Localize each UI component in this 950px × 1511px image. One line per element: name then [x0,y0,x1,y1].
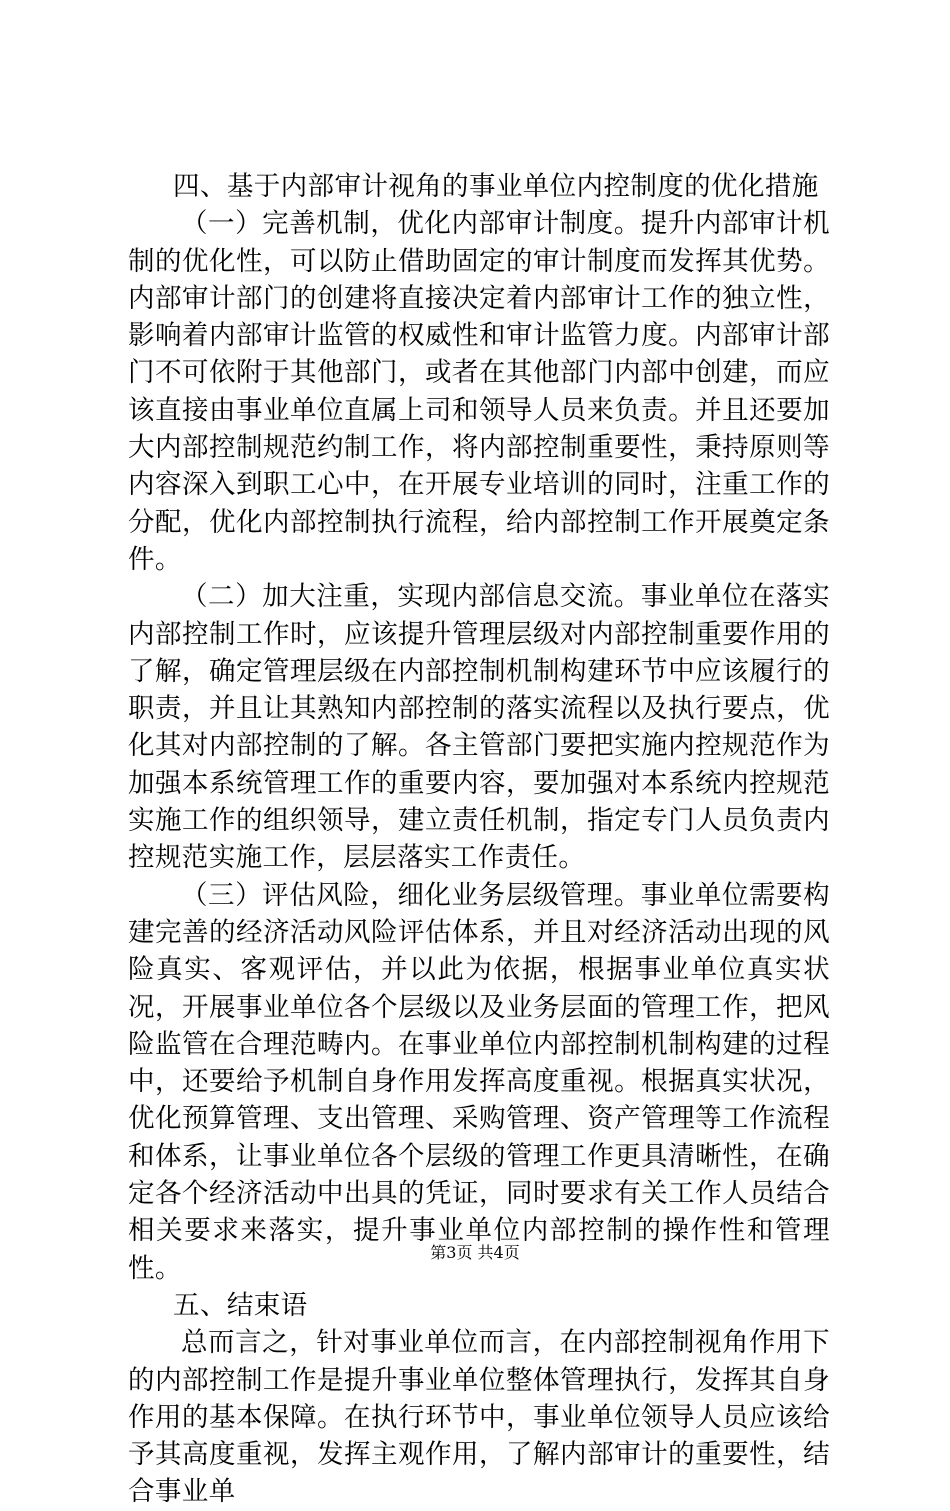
page-number: 第3页 共4页 [430,1243,520,1262]
section-heading-4: 四、基于内部审计视角的事业单位内控制度的优化措施 [173,171,819,202]
paragraph-3: （三）评估风险，细化业务层级管理。事业单位需要构建完善的经济活动风险评估体系，并且对经济活动出现的风险真实、客观评估，并以此为依据，根据事业单位真实状况，开展事业单位各个层级以及业务层面的管理工作，把风险监管在合理范畴内。在事业单位内部控制机制构建的过程中，还要给予机制自身作用发挥高度重视。根据真实状况，优化预算管理、支出管理、采购管理、资产管理等工作流程和体系，让事业单位各个层级的管理工作更具清晰性，在确定各个经济活动中出具的凭证，同时要求有关工作人员结合相关要求来落实，提升事业单位内部控制的操作性和管理性。 [128,879,830,1284]
page-footer [0,1243,950,1263]
paragraph-2: （二）加大注重，实现内部信息交流。事业单位在落实内部控制工作时，应该提升管理层级对内部控制重要作用的了解，确定管理层级在内部控制机制构建环节中应该履行的职责，并且让其熟知内部控制的落实流程以及执行要点，优化其对内部控制的了解。各主管部门要把实施内控规范作为加强本系统管理工作的重要内容，要加强对本系统内控规范实施工作的组织领导，建立责任机制，指定专门人员负责内控规范实施工作，层层落实工作责任。 [128,581,830,874]
paragraph-4: 总而言之，针对事业单位而言，在内部控制视角作用下的内部控制工作是提升事业单位整体管理执行，发挥其自身作用的基本保障。在执行环节中，事业单位领导人员应该给予其高度重视，发挥主观作用，了解内部审计的重要性，结合事业单 [128,1327,830,1508]
document-body [128,168,830,1511]
paragraph-1: （一）完善机制，优化内部审计制度。提升内部审计机制的优化性，可以防止借助固定的审计制度而发挥其优势。内部审计部门的创建将直接决定着内部审计工作的独立性，影响着内部审计监管的权威性和审计监管力度。内部审计部门不可依附于其他部门，或者在其他部门内部中创建，而应该直接由事业单位直属上司和领导人员来负责。并且还要加大内部控制规范约制工作，将内部控制重要性，秉持原则等内容深入到职工心中，在开展专业培训的同时，注重工作的分配，优化内部控制执行流程，给内部控制工作开展奠定条件。 [128,208,830,575]
section-heading-5: 五、结束语 [173,1289,308,1321]
